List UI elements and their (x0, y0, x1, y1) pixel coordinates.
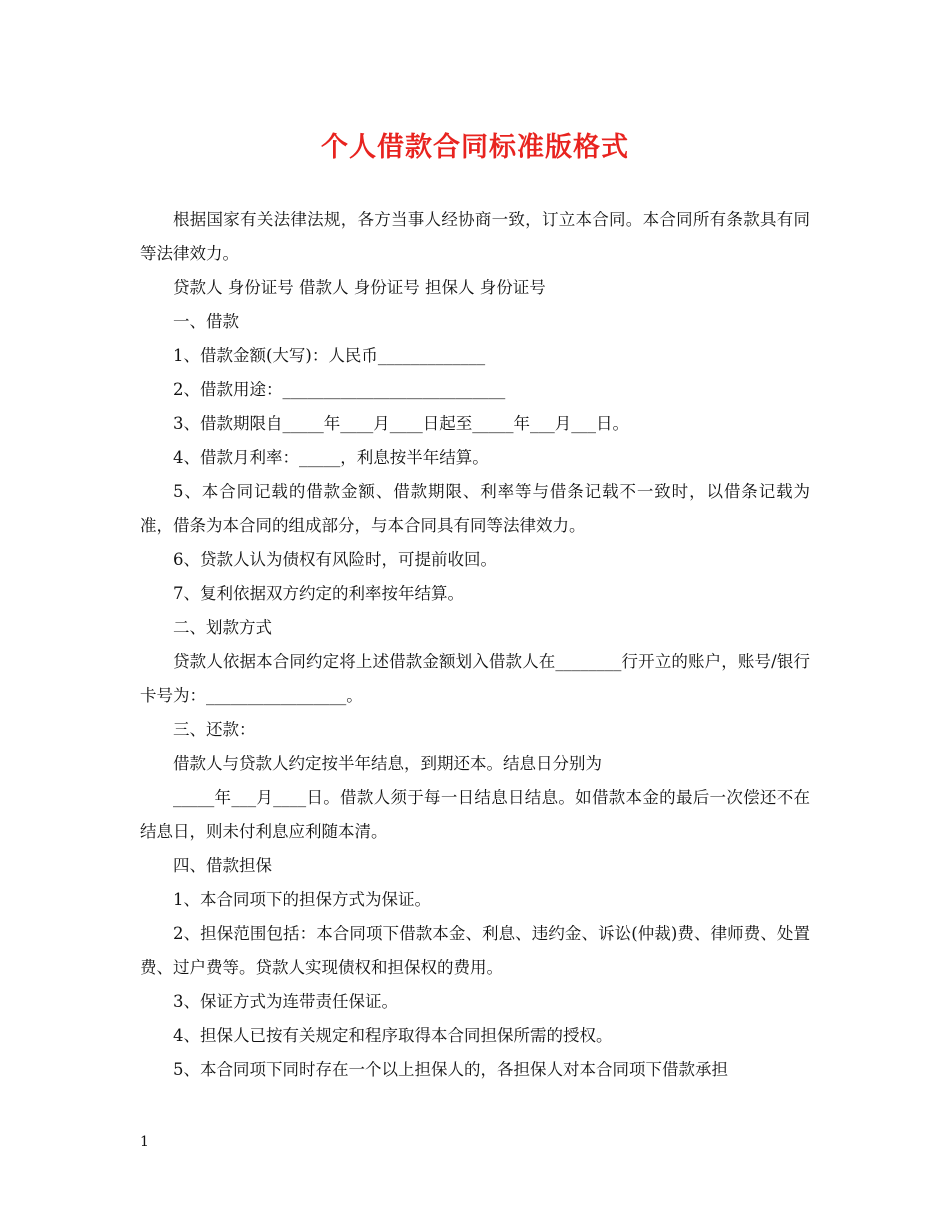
clause-loan-amount: 1、借款金额(大写)：人民币_____________ (173, 346, 486, 365)
clause-transfer-account: 贷款人依据本合同约定将上述借款金额划入借款人在________行开立的账户，账号/银行卡号为：_________________。 (140, 652, 810, 705)
clause-guarantee-scope: 2、担保范围包括：本合同项下借款本金、利息、违约金、诉讼(仲裁)费、律师费、处置费、过户费等。贷款人实现债权和担保权的费用。 (140, 924, 810, 977)
clause-loan-purpose: 2、借款用途：___________________________ (173, 380, 506, 399)
document-title: 个人借款合同标准版格式 (321, 132, 629, 163)
clause-iou-precedence: 5、本合同记载的借款金额、借款期限、利率等与借条记载不一致时，以借条记载为准，借条为本合同的组成部分，与本合同具有同等法律效力。 (140, 482, 810, 535)
document-body (140, 203, 810, 1087)
section-heading-repayment: 三、还款： (173, 720, 256, 739)
clause-multiple-guarantors: 5、本合同项下同时存在一个以上担保人的，各担保人对本合同项下借款承担 (173, 1060, 728, 1079)
section-heading-transfer: 二、划款方式 (173, 618, 272, 637)
page-number: 1 (140, 1134, 149, 1150)
section-heading-guarantee: 四、借款担保 (173, 856, 272, 875)
clause-repayment-schedule: 借款人与贷款人约定按半年结息，到期还本。结息日分别为 (173, 754, 602, 773)
clause-interest-rate: 4、借款月利率：_____，利息按半年结算。 (173, 448, 489, 467)
clause-guarantee-method: 1、本合同项下的担保方式为保证。 (173, 890, 431, 909)
clause-guarantor-authorization: 4、担保人已按有关规定和程序取得本合同担保所需的授权。 (173, 1026, 613, 1045)
clause-joint-liability: 3、保证方式为连带责任保证。 (173, 992, 398, 1011)
clause-compound-interest: 7、复利依据双方约定的利率按年结算。 (173, 584, 464, 603)
clause-interest-settlement: _____年___月____日。借款人须于每一日结息日结息。如借款本金的最后一次偿还不在结息日，则未付利息应利随本清。 (140, 788, 810, 841)
clause-loan-term: 3、借款期限自_____年____月____日起至_____年___月___日。 (173, 414, 629, 433)
paragraph-preamble: 根据国家有关法律法规，各方当事人经协商一致，订立本合同。本合同所有条款具有同等法律效力。 (140, 210, 810, 263)
clause-early-recall: 6、贷款人认为债权有风险时，可提前收回。 (173, 550, 497, 569)
paragraph-parties: 贷款人 身份证号 借款人 身份证号 担保人 身份证号 (173, 278, 546, 297)
section-heading-loan: 一、借款 (173, 312, 239, 331)
